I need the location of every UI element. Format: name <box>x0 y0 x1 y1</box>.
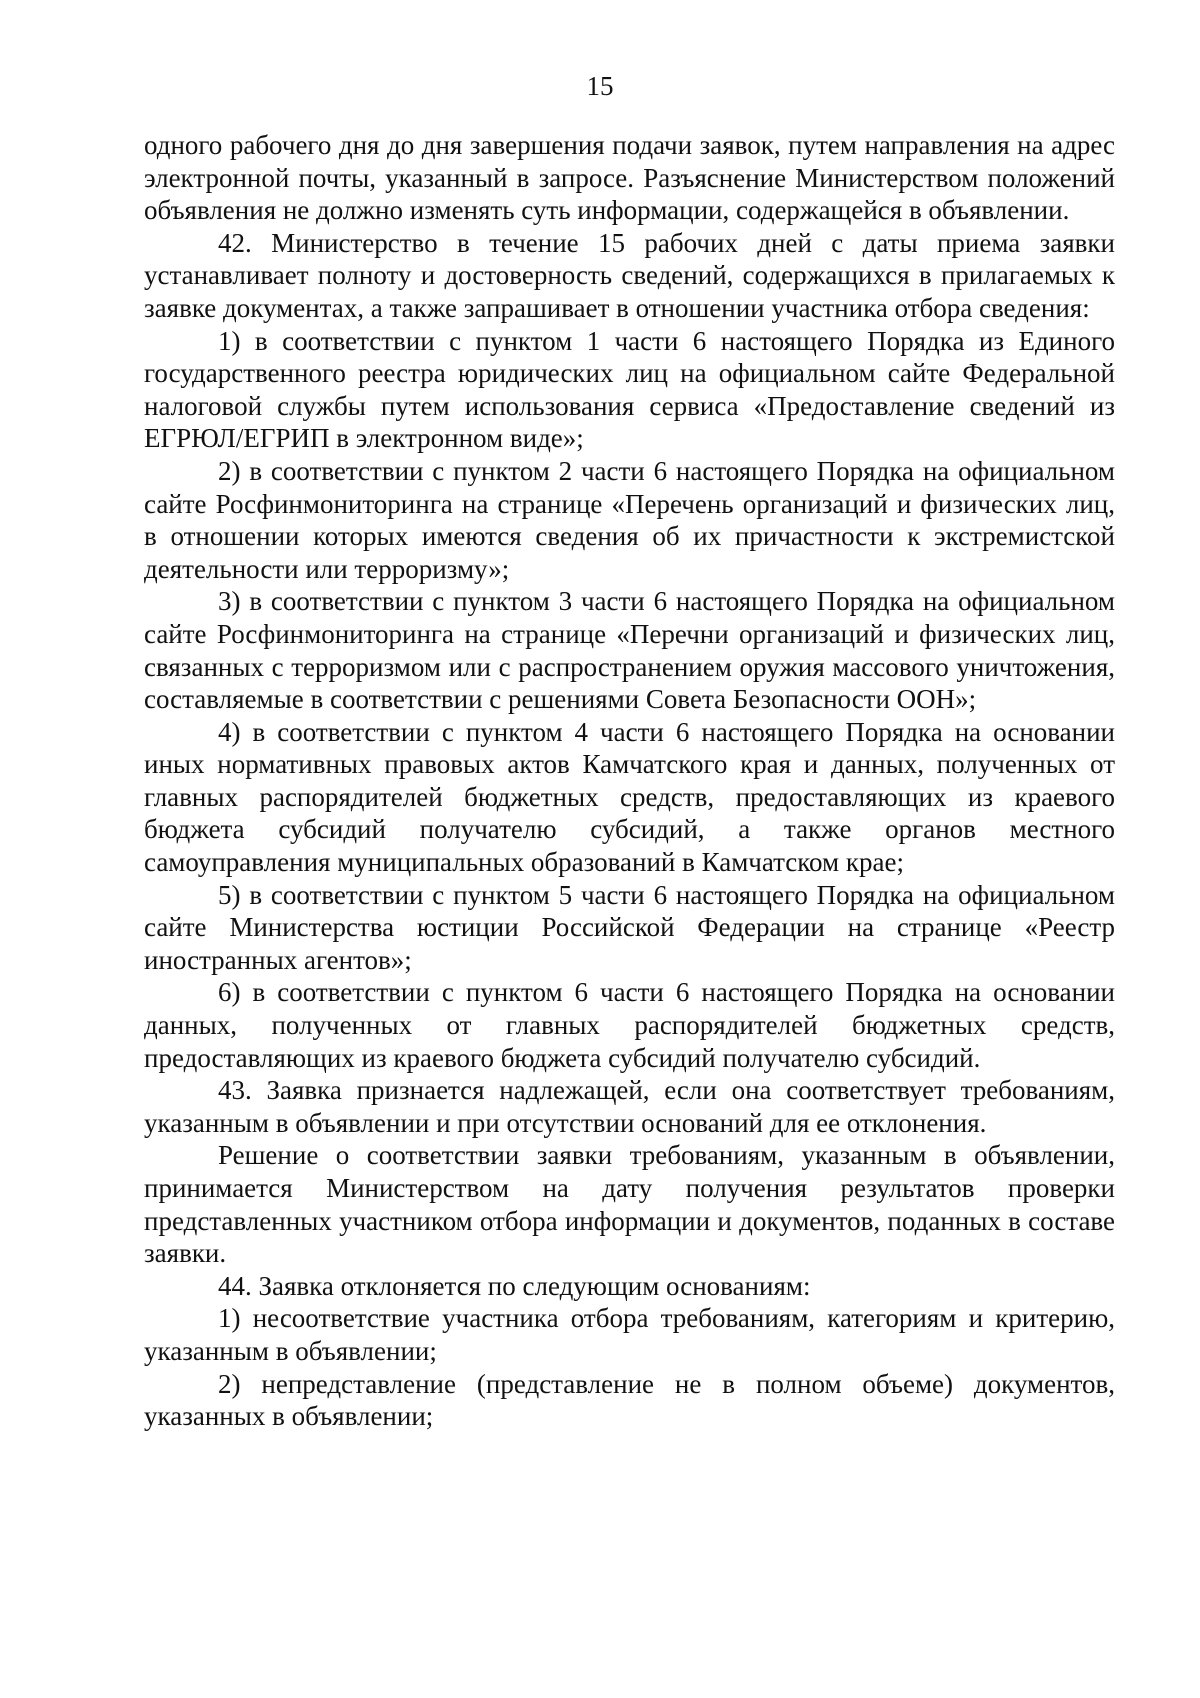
paragraph-42-item-4: 4) в соответствии с пунктом 4 части 6 настоящего Порядка на основании иных нормативных правовых актов Камчатского края и данных, полученных от главных распорядителей бюджетных средств, предоставляющих из краевого бюджета субсидий получателю субсидий, а также органов местного самоуправления муниципальных образований в Камчатском крае; <box>144 716 1115 878</box>
paragraph-continuation: одного рабочего дня до дня завершения подачи заявок, путем направления на адрес электронной почты, указанный в запросе. Разъяснение Министерством положений объявления не должно изменять суть информации, содержащейся в объявлении. <box>144 130 1115 226</box>
paragraph-42-item-1: 1) в соответствии с пунктом 1 части 6 настоящего Порядка из Единого государственного реестра юридических лиц на официальном сайте Федеральной налоговой службы путем использования сервиса «Предоставление сведений из ЕГРЮЛ/ЕГРИП в электронном виде»; <box>144 325 1115 454</box>
paragraph-42-item-3: 3) в соответствии с пунктом 3 части 6 настоящего Порядка на официальном сайте Росфинмониторинга на странице «Перечни организаций и физических лиц, связанных с терроризмом или с распространением оружия массового уничтожения, составляемые в соответствии с решениями Совета Безопасности ООН»; <box>144 586 1115 715</box>
paragraph-44-item-1: 1) несоответствие участника отбора требованиям, категориям и критерию, указанным в объявлении; <box>144 1303 1115 1366</box>
paragraph-43: 43. Заявка признается надлежащей, если она соответствует требованиям, указанным в объявлении и при отсутствии оснований для ее отклонения. <box>144 1075 1115 1138</box>
paragraph-43-decision: Решение о соответствии заявки требованиям, указанным в объявлении, принимается Министерством на дату получения результатов проверки представленных участником отбора информации и документов, поданных в составе заявки. <box>144 1140 1115 1269</box>
page-number: 15 <box>586 71 614 101</box>
paragraph-42-item-2: 2) в соответствии с пунктом 2 части 6 настоящего Порядка на официальном сайте Росфинмониторинга на странице «Перечень организаций и физических лиц, в отношении которых имеются сведения об их причастности к экстремистской деятельности или терроризму»; <box>144 455 1115 584</box>
paragraph-44: 44. Заявка отклоняется по следующим основаниям: <box>218 1270 811 1301</box>
paragraph-42-item-6: 6) в соответствии с пунктом 6 части 6 настоящего Порядка на основании данных, полученных от главных распорядителей бюджетных средств, предоставляющих из краевого бюджета субсидий получателю субсидий. <box>144 977 1115 1073</box>
paragraph-42: 42. Министерство в течение 15 рабочих дней с даты приема заявки устанавливает полноту и достоверность сведений, содержащихся в прилагаемых к заявке документах, а также запрашивает в отношении участника отбора сведения: <box>144 227 1115 323</box>
document-body <box>144 129 1115 1433</box>
paragraph-44-item-2: 2) непредставление (представление не в полном объеме) документов, указанных в объявлении; <box>144 1368 1115 1432</box>
paragraph-42-item-5: 5) в соответствии с пунктом 5 части 6 настоящего Порядка на официальном сайте Министерства юстиции Российской Федерации на странице «Реестр иностранных агентов»; <box>144 879 1115 975</box>
